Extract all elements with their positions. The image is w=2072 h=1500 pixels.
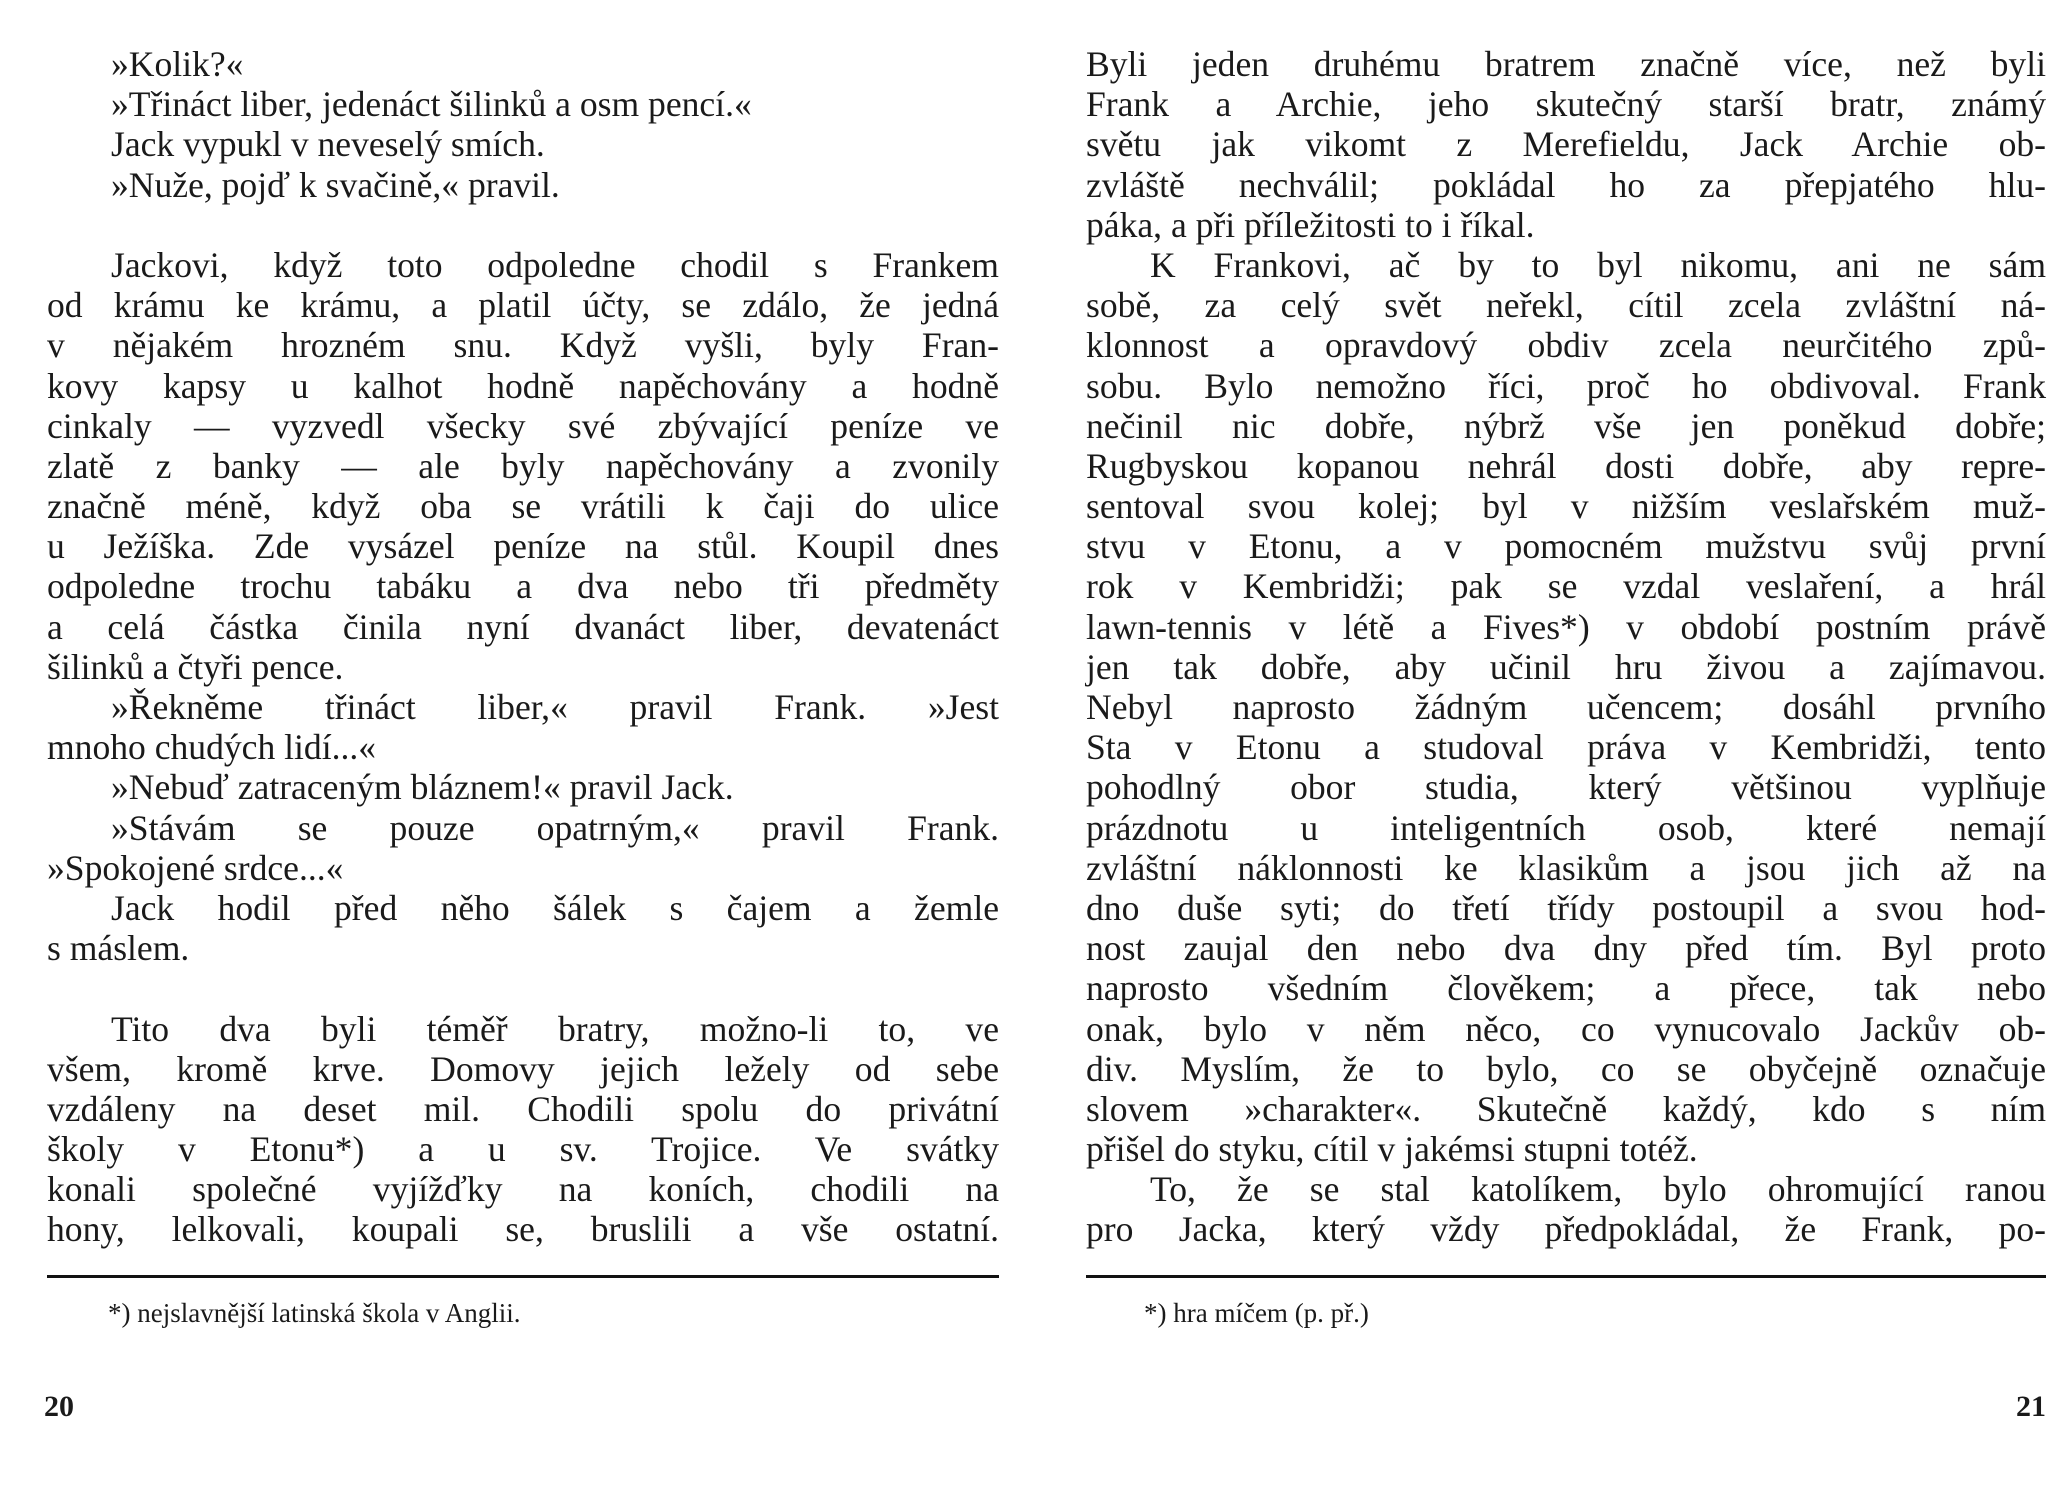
text-line: »Nebuď zatraceným bláznem!« pravil Jack. bbox=[111, 767, 734, 808]
text-line: K Frankovi, ač by to byl nikomu, ani ne sám bbox=[1150, 244, 2046, 285]
text-line: a celá částka činila nyní dvanáct liber, devatenáct bbox=[47, 606, 999, 647]
text-line: Rugbyskou kopanou nehrál dosti dobře, aby repre- bbox=[1086, 445, 2046, 486]
text-line: zvláštní náklonnosti ke klasikům a jsou jich až na bbox=[1086, 847, 2046, 888]
text-line: slovem »charakter«. Skutečně každý, kdo s ním bbox=[1086, 1088, 2046, 1129]
text-line: nečinil nic dobře, nýbrž vše jen poněkud dobře; bbox=[1086, 405, 2046, 446]
text-line: »Nuže, pojď k svačině,« pravil. bbox=[111, 164, 560, 205]
text-line: nost zaujal den nebo dva dny před tím. Byl proto bbox=[1086, 928, 2046, 969]
right-page bbox=[1036, 0, 2072, 1500]
text-line: sobě, za celý svět neřekl, cítil zcela zvláštní ná- bbox=[1086, 285, 2046, 326]
text-line: pro Jacka, který vždy předpokládal, že Frank, po- bbox=[1086, 1209, 2046, 1250]
page-number: 21 bbox=[2016, 1390, 2046, 1423]
footnote: *) nejslavnější latinská škola v Anglii. bbox=[108, 1298, 521, 1328]
text-line: Jack hodil před něho šálek s čajem a žemle bbox=[111, 887, 999, 928]
text-line: Frank a Archie, jeho skutečný starší bratr, známý bbox=[1086, 84, 2046, 125]
text-line: rok v Kembridži; pak se vzdal veslaření, a hrál bbox=[1086, 566, 2046, 607]
text-line: dno duše syti; do třetí třídy postoupil a svou hod- bbox=[1086, 887, 2046, 928]
text-line: zlatě z banky — ale byly napěchovány a zvonily bbox=[47, 445, 999, 486]
text-line: přišel do styku, cítil v jakémsi stupni totéž. bbox=[1086, 1129, 1698, 1170]
text-line: zvláště nechválil; pokládal ho za přepjatého hlu- bbox=[1086, 164, 2046, 205]
text-line: »Stávám se pouze opatrným,« pravil Frank. bbox=[111, 807, 999, 848]
text-line: páka, a při příležitosti to i říkal. bbox=[1086, 204, 1535, 245]
text-line: Tito dva byli téměř bratry, možno-li to, ve bbox=[111, 1008, 999, 1049]
text-line: u Ježíška. Zde vysázel peníze na stůl. Koupil dnes bbox=[47, 526, 999, 567]
text-line: »Kolik?« bbox=[111, 44, 244, 84]
left-page-text bbox=[47, 44, 999, 1250]
text-line: v nějakém hrozném snu. Když vyšli, byly Fran- bbox=[47, 325, 999, 366]
text-line: značně méně, když oba se vrátili k čaji do ulice bbox=[47, 486, 999, 527]
text-line: prázdnotu u inteligentních osob, které nemají bbox=[1086, 807, 2046, 848]
text-line: jen tak dobře, aby učinil hru živou a zajímavou. bbox=[1086, 646, 2046, 687]
page-number: 20 bbox=[44, 1390, 74, 1423]
text-line: všem, kromě krve. Domovy jejich ležely od sebe bbox=[47, 1048, 999, 1089]
text-line: mnoho chudých lidí...« bbox=[47, 727, 377, 768]
text-line: kovy kapsy u kalhot hodně napěchovány a hodně bbox=[47, 365, 999, 406]
text-line: cinkaly — vyzvedl všecky své zbývající peníze ve bbox=[47, 405, 999, 446]
text-line: onak, bylo v něm něco, co vynucovalo Jackův ob- bbox=[1086, 1008, 2046, 1049]
paragraph-gap bbox=[47, 968, 999, 1008]
text-line: od krámu ke krámu, a platil účty, se zdálo, že jedná bbox=[47, 285, 999, 326]
footnote-rule bbox=[1086, 1275, 2046, 1278]
text-line: s máslem. bbox=[47, 928, 190, 969]
footnote-rule bbox=[47, 1275, 999, 1278]
right-page-text bbox=[1086, 44, 2046, 1250]
text-line: Jackovi, když toto odpoledne chodil s Frankem bbox=[111, 244, 999, 285]
text-line: světu jak vikomt z Merefieldu, Jack Archie ob- bbox=[1086, 124, 2046, 165]
text-line: »Třináct liber, jedenáct šilinků a osm pencí.« bbox=[111, 84, 752, 125]
text-line: naprosto všedním člověkem; a přece, tak nebo bbox=[1086, 968, 2046, 1009]
text-line: klonnost a opravdový obdiv zcela neurčitého způ- bbox=[1086, 325, 2046, 366]
text-line: šilinků a čtyři pence. bbox=[47, 646, 344, 687]
text-line: školy v Etonu*) a u sv. Trojice. Ve svátky bbox=[47, 1129, 999, 1170]
text-line: Byli jeden druhému bratrem značně více, než byli bbox=[1086, 44, 2046, 84]
text-line: odpoledne trochu tabáku a dva nebo tři předměty bbox=[47, 566, 999, 607]
text-line: »Řekněme třináct liber,« pravil Frank. »Jest bbox=[111, 687, 999, 727]
text-line: hony, lelkovali, koupali se, bruslili a vše ostatní. bbox=[47, 1209, 999, 1250]
text-line: To, že se stal katolíkem, bylo ohromující ranou bbox=[1150, 1169, 2046, 1210]
text-line: Sta v Etonu a studoval práva v Kembridži, tento bbox=[1086, 727, 2046, 768]
text-line: sobu. Bylo nemožno říci, proč ho obdivoval. Frank bbox=[1086, 365, 2046, 406]
text-line: stvu v Etonu, a v pomocném mužstvu svůj první bbox=[1086, 526, 2046, 567]
text-line: »Spokojené srdce...« bbox=[47, 847, 344, 888]
text-line: vzdáleny na deset mil. Chodili spolu do privátní bbox=[47, 1088, 999, 1129]
paragraph-gap bbox=[47, 205, 999, 245]
text-line: lawn-tennis v létě a Fives*) v období postním právě bbox=[1086, 606, 2046, 647]
text-line: Jack vypukl v neveselý smích. bbox=[111, 124, 545, 165]
text-line: div. Myslím, že to bylo, co se obyčejně označuje bbox=[1086, 1048, 2046, 1089]
text-line: konali společné vyjížďky na koních, chodili na bbox=[47, 1169, 999, 1210]
footnote: *) hra míčem (p. př.) bbox=[1144, 1298, 1369, 1328]
text-line: Nebyl naprosto žádným učencem; dosáhl prvního bbox=[1086, 687, 2046, 727]
text-line: pohodlný obor studia, který většinou vyplňuje bbox=[1086, 767, 2046, 808]
text-line: sentoval svou kolej; byl v nižším veslařském muž- bbox=[1086, 486, 2046, 527]
